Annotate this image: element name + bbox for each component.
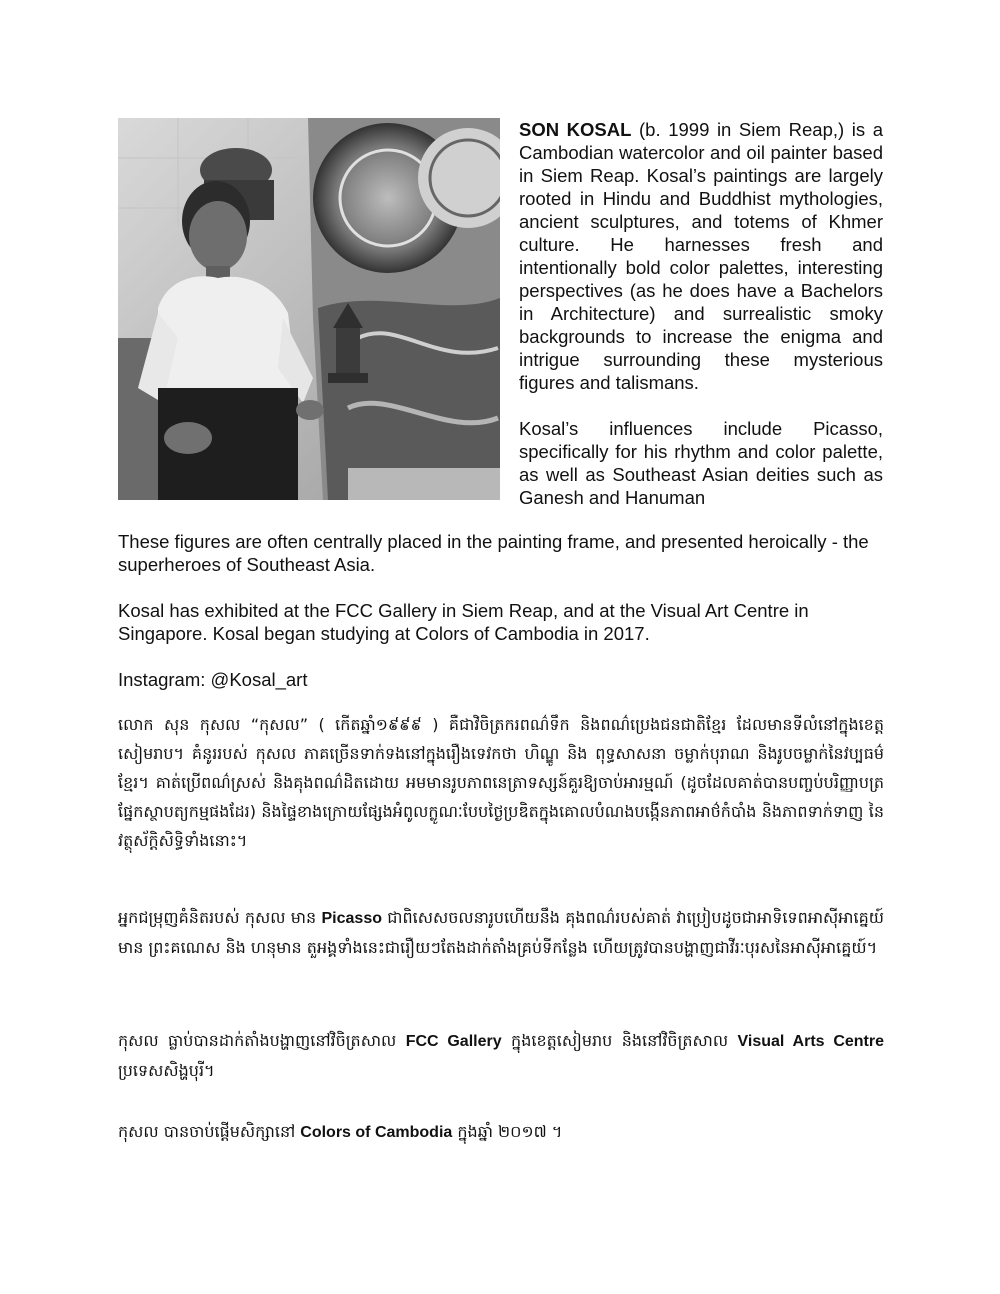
khmer-studies-lead: កុសល បានចាប់ផ្តើមសិក្សានៅ — [118, 1122, 301, 1141]
khmer-bio-text: លោក សុន កុសល “កុសល” ( កើតឆ្នាំ១៩៩៩ ) គឺជាវិចិត្រករពណ៌ទឹក និងពណ៌ប្រេងជនជាតិខ្មែរ ដែលមានទីលំនៅក្នុងខេត្តសៀមរាប។ គំនូររបស់ កុសល ភាគច្រើនទាក់ទងនៅក្នុងរឿងទេវកថា ហិណ្ឌូ និង ពុទ្ធសាសនា ចម្លាក់បុរាណ និងរូបចម្លាក់នៃវប្បធម៌ខ្មែរ។ គាត់ប្រើពណ៌ស្រស់ និងគុងពណ៌ដិតដោយ អមមានរូបភាពនេត្រាទស្សន៍គួរឱ្យចាប់អារម្មណ៍ (ដូចដែលគាត់បានបញ្ចប់បរិញ្ញាបត្រផ្នែកស្ថាបត្យកម្មផងដែរ) និងផ្ទៃខាងក្រោយផ្សែងអំពូលក្លូណៈបែបថ្ងៃប្រឌិតក្នុងគោលបំណងបង្កើនភាពអាថ៌កំបាំង និងភាពទាក់ទាញ នៃវត្ថុស័ក្តិសិទ្ធិទាំងនោះ។ — [118, 715, 884, 850]
bio-instagram-handle: Instagram: @Kosal_art — [118, 669, 308, 690]
khmer-exhibitions-mid: ក្នុងខេត្តសៀមរាប និងនៅវិចិត្រសាល — [501, 1031, 738, 1050]
khmer-picasso: Picasso — [321, 910, 382, 927]
artist-name: SON KOSAL — [519, 119, 632, 140]
bio-instagram — [118, 668, 884, 691]
bio-exhibitions-text: Kosal has exhibited at the FCC Gallery in Siem Reap, and at the Visual Art Centre in Singapore. Kosal began studying at Colors of Cambodia in 2017. — [118, 600, 809, 644]
khmer-exhibitions-end: ប្រទេសសិង្ហបុរី។ — [118, 1061, 215, 1080]
bio-intro-paragraph — [519, 118, 883, 394]
khmer-colors-of-cambodia: Colors of Cambodia — [300, 1124, 453, 1141]
bio-influences-continued — [118, 530, 884, 576]
khmer-fcc-gallery: FCC Gallery — [405, 1033, 502, 1050]
khmer-visual-arts-centre: Visual Arts Centre — [737, 1033, 885, 1050]
khmer-influences-lead: អ្នកជម្រុញគំនិតរបស់ កុសល មាន — [118, 908, 322, 927]
khmer-paragraph-3 — [118, 1026, 884, 1085]
khmer-influences-text — [118, 903, 884, 962]
khmer-studies-end: ក្នុងឆ្នាំ ២០១៧ ។ — [452, 1122, 563, 1141]
artist-photo-icon — [118, 118, 500, 500]
khmer-paragraph-1 — [118, 710, 884, 855]
khmer-influences-rest: ជាពិសេសចលនារូបហើយនឹង គុងពណ៌របស់គាត់ វាប្រៀបដូចជាអាទិទេពអាស៊ីអាគ្នេយ៍មាន ព្រះគណេស និង ហនុមាន តួអង្គទាំងនេះជារឿយៗតែងដាក់តាំងគ្រប់ទីកន្លែង ហើយត្រូវបានបង្ហាញជាវីរៈបុរសនៃអាស៊ីអាគ្នេយ៍។ — [118, 908, 884, 957]
bio-influences-part1: Kosal’s influences include Picasso, specifically for his rhythm and color palette, as well as Southeast Asian deities such as Ganesh and Hanuman — [519, 418, 883, 508]
bio-exhibitions — [118, 599, 884, 645]
bio-influences-part2: These figures are often centrally placed in the painting frame, and presented heroically - the superheroes of Southeast Asia. — [118, 531, 869, 575]
bio-side-column — [519, 118, 883, 509]
khmer-exhibitions-lead: កុសល ធ្លាប់បានដាក់តាំងបង្ហាញនៅវិចិត្រសាល — [118, 1031, 406, 1050]
khmer-exhibitions-text — [118, 1026, 884, 1085]
khmer-paragraph-2 — [118, 903, 884, 962]
khmer-studies-text — [118, 1117, 884, 1147]
artist-photo — [118, 118, 500, 500]
khmer-paragraph-4 — [118, 1117, 884, 1147]
bio-intro-text: (b. 1999 in Siem Reap,) is a Cambodian watercolor and oil painter based in Siem Reap. Kosal’s paintings are largely rooted in Hindu and Buddhist mythologies, ancient sculptures, and totems of Khmer culture. He harnesses fresh and intentionally bold color palettes, interesting perspectives (as he does have a Bachelors in Architecture) and surrealistic smoky backgrounds to increase the enigma and intrigue surrounding these mysterious figures and talismans. — [519, 119, 884, 393]
